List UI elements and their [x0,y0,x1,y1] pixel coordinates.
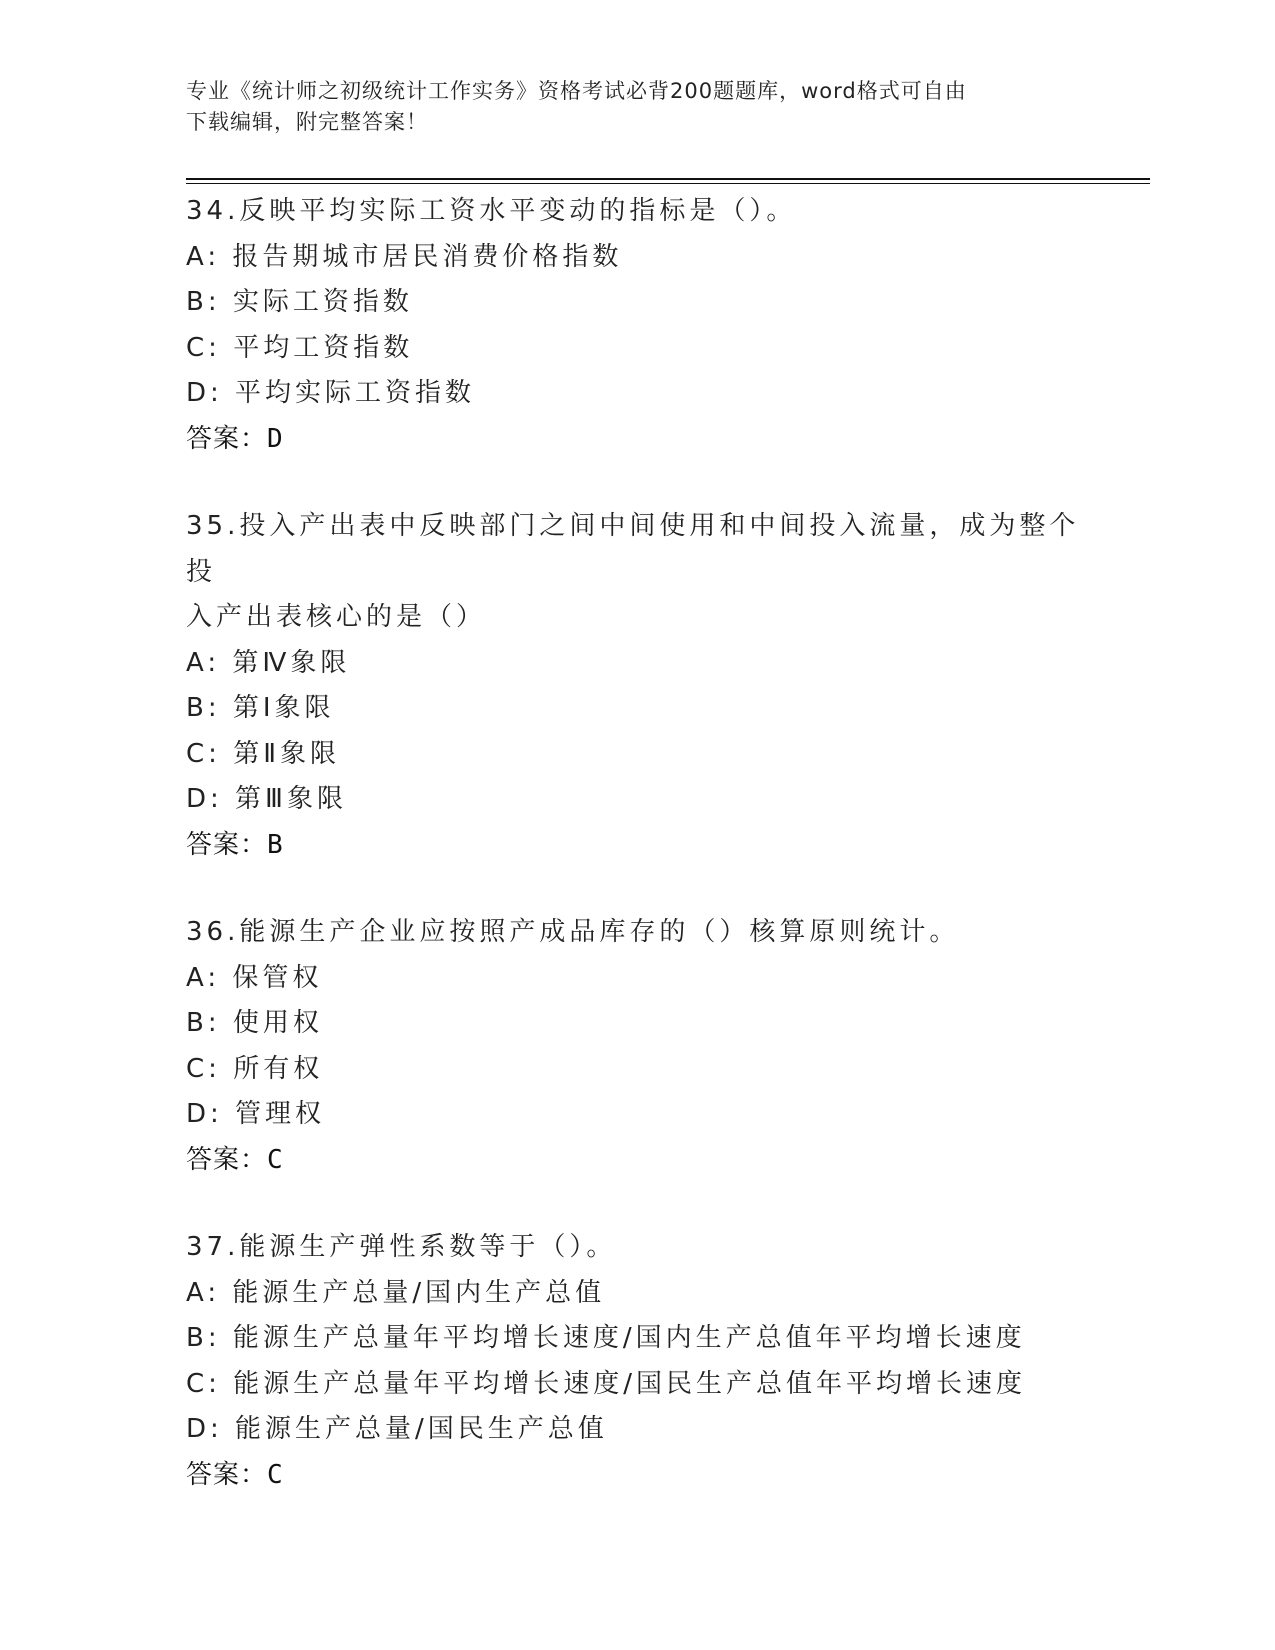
option-label: B: [186,287,221,317]
question-stem: 36.能源生产企业应按照产成品库存的（）核算原则统计。 [186,917,960,947]
option-text: 能源生产总量/国内生产总值 [232,1277,606,1308]
option-text: 能源生产总量年平均增长速度/国民生产总值年平均增长速度 [233,1368,1026,1399]
option-a [186,1271,1086,1317]
option-d [186,777,1086,823]
answer-line [186,417,1086,463]
question-list [186,189,1086,1540]
option-c [186,326,1086,372]
option-a [186,956,1086,1002]
option-text: 保管权 [232,962,323,993]
option-text: 平均工资指数 [233,332,414,363]
option-label: B: [186,693,221,723]
option-label: C: [186,1053,221,1084]
option-label: A: [186,241,221,272]
option-b [186,1316,1086,1362]
option-c [186,1047,1086,1093]
answer-value: D [267,423,284,454]
option-text: 第Ⅱ象限 [233,738,340,769]
option-text: 第Ⅲ象限 [235,784,347,814]
option-label: A: [186,647,221,678]
option-text: 能源生产总量年平均增长速度/国内生产总值年平均增长速度 [232,1323,1026,1353]
option-label: A: [186,962,221,993]
header-divider-thick [186,178,1150,180]
answer-label: 答案： [186,423,268,454]
option-b [186,280,1086,326]
option-text: 所有权 [233,1053,324,1084]
question-item [186,504,1086,868]
option-label: C: [186,1368,221,1399]
option-c [186,732,1086,778]
option-label: D: [186,784,223,814]
answer-value: B [267,829,284,860]
header-line-2: 下载编辑，附完整答案！ [186,110,428,134]
option-a [186,641,1086,687]
option-label: B: [186,1323,221,1353]
answer-label: 答案： [186,829,268,860]
question-stem-continued: 入产出表核心的是（） [186,602,487,632]
header-line-1: 专业《统计师之初级统计工作实务》资格考试必背200题题库，word格式可自由 [186,79,967,103]
option-d [186,1092,1086,1138]
question-item [186,910,1086,1183]
option-text: 第Ⅰ象限 [232,693,335,723]
option-d [186,1407,1086,1453]
option-label: D: [186,1414,223,1444]
answer-line [186,1138,1086,1184]
option-text: 使用权 [232,1008,323,1038]
question-item [186,189,1086,462]
option-label: B: [186,1008,221,1038]
option-text: 报告期城市居民消费价格指数 [232,241,623,272]
option-label: D: [186,1099,223,1129]
question-stem: 34.反映平均实际工资水平变动的指标是（）。 [186,196,797,226]
question-stem: 37.能源生产弹性系数等于（）。 [186,1232,617,1262]
answer-value: C [267,1144,284,1175]
answer-label: 答案： [186,1459,268,1490]
answer-value: C [267,1459,284,1490]
option-label: C: [186,332,221,363]
option-c [186,1362,1086,1408]
header-divider-thin [186,183,1150,184]
option-d [186,371,1086,417]
option-b [186,1001,1086,1047]
option-text: 管理权 [235,1099,326,1129]
answer-line [186,1453,1086,1499]
option-b [186,686,1086,732]
option-a [186,235,1086,281]
answer-line [186,823,1086,869]
option-label: D: [186,378,223,408]
option-label: A: [186,1277,221,1308]
document-header [186,76,1066,138]
option-text: 实际工资指数 [232,287,413,317]
option-text: 平均实际工资指数 [235,378,476,408]
option-label: C: [186,738,221,769]
answer-label: 答案： [186,1144,268,1175]
question-stem: 35.投入产出表中反映部门之间中间使用和中间投入流量，成为整个投 [186,511,1080,587]
option-text: 第Ⅳ象限 [232,647,351,678]
option-text: 能源生产总量/国民生产总值 [235,1414,608,1444]
question-item [186,1225,1086,1498]
